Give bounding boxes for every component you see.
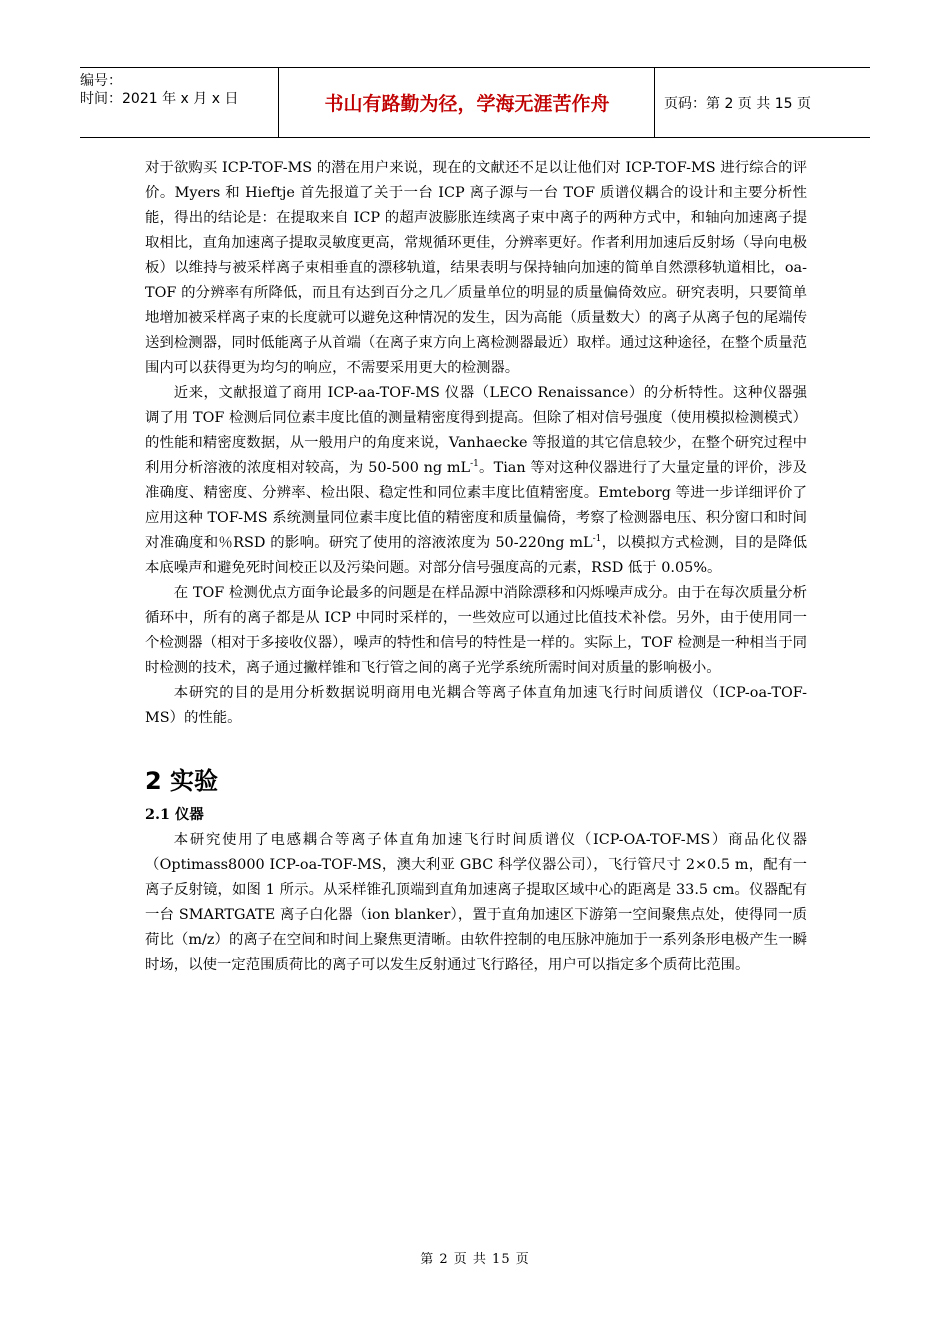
paragraph-study-purpose: 本研究的目的是用分析数据说明商用电光耦合等离子体直角加速飞行时间质谱仪（ICP-oa-TOF-MS）的性能。 xyxy=(145,685,807,726)
section-heading: 2 实验 xyxy=(145,767,219,795)
paragraph-tof-advantages: 在 TOF 检测优点方面争论最多的问题是在样品源中消除漂移和闪烁噪声成分。由于在每次质量分析循环中，所有的离子都是从 ICP 中同时采样的，一些效应可以通过比值技术补偿。另外，由于使用同一个检测器（相对于多接收仪器），噪声的特性和信号的特性是一样的。实际上，TOF 检测是一种相当于同时检测的技术，离子通过撇样锥和飞行管之间的离子光学系统所需时间对质量的影响极小。 xyxy=(145,585,807,676)
paragraph-text: ，以模拟方式检测，目的是降低本底噪声和避免死时间校正以及污染问题。对部分信号强度高的元素，RSD 低于 0.05%。 xyxy=(145,535,807,576)
paragraph-text: 。Tian 等对这种仪器进行了大量定量的评价，涉及准确度、精密度、分辨率、检出限、稳定性和同位素丰度比值精密度。Emteborg 等进一步详细评价了应用这种 TOF-MS 系统测量同位素丰度比值的精密度和质量偏倚，考察了检测器电压、积分窗口和时间对准确度和％RSD 的影响。研究了使用的溶液浓度为 50-220ng mL xyxy=(145,460,807,551)
header-page-info: 页码：第 2 页 共 15 页 xyxy=(664,95,811,112)
document-number-label: 编号： xyxy=(80,73,122,89)
superscript: -1 xyxy=(592,534,602,545)
document-body xyxy=(145,156,807,978)
paragraph-text: 近来，文献报道了商用 ICP-aa-TOF-MS 仪器（LECO Renaissance）的分析特性。这种仪器强调了用 TOF 检测后同位素丰度比值的测量精密度得到提高。但除了相对信号强度（使用模拟检测模式）的性能和精密度数据，从一般用户的角度来说，Vanhaecke 等报道的其它信息较少，在整个研究过程中利用分析溶液的浓度相对较高，为 50-500 ng mL xyxy=(145,385,807,476)
document-date: 时间：2021 年 x 月 x 日 xyxy=(80,91,239,107)
paragraph-instrument: 本研究使用了电感耦合等离子体直角加速飞行时间质谱仪（ICP-OA-TOF-MS）商品化仪器（Optimass8000 ICP-oa-TOF-MS，澳大利亚 GBC 科学仪器公司），飞行管尺寸 2×0.5 m，配有一离子反射镜，如图 1 所示。从采样锥孔顶端到直角加速离子提取区域中心的距离是 33.5 cm。仪器配有一台 SMARTGATE 离子白化器（ion blanker），置于直角加速区下游第一空间聚焦点处，使得同一质荷比（m/z）的离子在空间和时间上聚焦更清晰。由软件控制的电压脉冲施加于一系列条形电极产生一瞬时场，以使一定范围质荷比的离子可以发生反射通过飞行路径，用户可以指定多个质荷比范围。 xyxy=(145,832,807,973)
page-footer: 第 2 页 共 15 页 xyxy=(420,1252,530,1267)
header-motto: 书山有路勤为径，学海无涯苦作舟 xyxy=(280,68,655,137)
superscript: -1 xyxy=(470,459,479,470)
paragraph-intro-continued: 对于欲购买 ICP-TOF-MS 的潜在用户来说，现在的文献还不足以让他们对 ICP-TOF-MS 进行综合的评价。Myers 和 Hieftje 首先报道了关于一台 ICP 离子源与一台 TOF 质谱仪耦合的设计和主要分析性能，得出的结论是：在提取来自 ICP 的超声波膨胀连续离子束中离子的两种方式中，和轴向加速离子提取相比，直角加速离子提取灵敏度更高，常规循环更佳，分辨率更好。作者利用加速后反射场（导向电极板）以维持与被采样离子束相垂直的漂移轨道，结果表明与保持轴向加速的简单自然漂移轨道相比，oa-TOF 的分辨率有所降低，而且有达到百分之几／质量单位的明显的质量偏倚效应。研究表明，只要简单地增加被采样离子束的长度就可以避免这种情况的发生，因为高能（质量数大）的离子从离子包的尾端传送到检测器，同时低能离子从首端（在离子束方向上离检测器最近）取样。通过这种途径，在整个质量范围内可以获得更为均匀的响应，不需要采用更大的检测器。 xyxy=(145,160,807,376)
paragraph-recent-reports xyxy=(145,381,807,581)
subsection-heading: 2.1 仪器 xyxy=(145,806,204,823)
header-meta xyxy=(80,68,279,137)
page-header xyxy=(80,67,870,138)
